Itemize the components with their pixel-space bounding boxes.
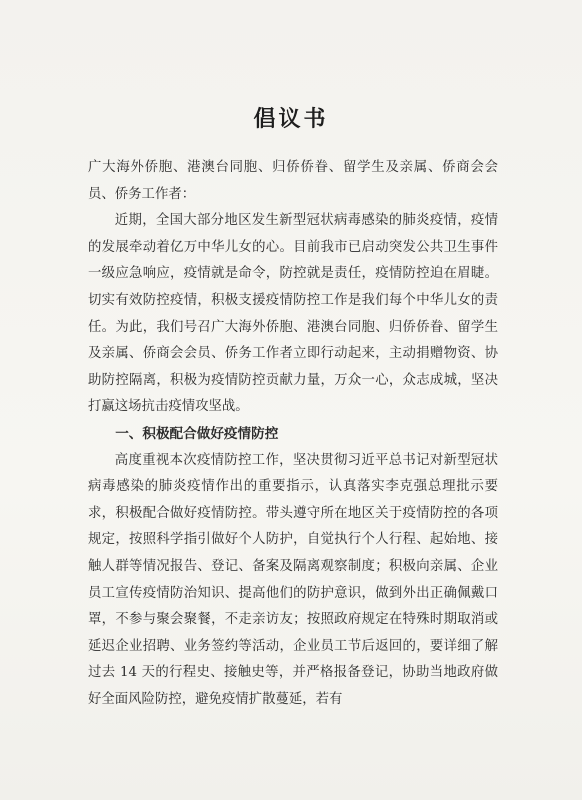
document-body	[88, 155, 498, 713]
salutation: 广大海外侨胞、港澳台同胞、归侨侨眷、留学生及亲属、侨商会会员、侨务工作者：	[88, 160, 498, 202]
section-heading-1: 一、积极配合做好疫情防控	[115, 425, 279, 442]
paragraph-section-1: 高度重视本次疫情防控工作，坚决贯彻习近平总书记对新型冠状病毒感染的肺炎疫情作出的重要指示，认真落实李克强总理批示要求，积极配合做好疫情防控。带头遵守所在地区关于疫情防控的各项规定，按照科学指引做好个人防护，自觉执行个人行程、起始地、接触人群等情况报告、登记、备案及隔离观察制度；积极向亲属、企业员工宣传疫情防治知识、提高他们的防护意识，做到外出正确佩戴口罩，不参与聚会聚餐，不走亲访友；按照政府规定在特殊时期取消或延迟企业招聘、业务签约等活动，企业员工节后返回的，要详细了解过去 14 天的行程史、接触史等，并严格报备登记，协助当地政府做好全面风险防控，避免疫情扩散蔓延，若有	[88, 452, 498, 707]
paragraph-intro: 近期，全国大部分地区发生新型冠状病毒感染的肺炎疫情，疫情的发展牵动着亿万中华儿女的心。目前我市已启动突发公共卫生事件一级应急响应，疫情就是命令，防控就是责任，疫情防控迫在眉睫。切实有效防控疫情，积极支援疫情防控工作是我们每个中华儿女的责任。为此，我们号召广大海外侨胞、港澳台同胞、归侨侨眷、留学生及亲属、侨商会会员、侨务工作者立即行动起来，主动捐赠物资、协助防控隔离，积极为疫情防控贡献力量，万众一心，众志成城，坚决打赢这场抗击疫情攻坚战。	[88, 213, 498, 415]
document-title: 倡议书	[253, 107, 329, 132]
